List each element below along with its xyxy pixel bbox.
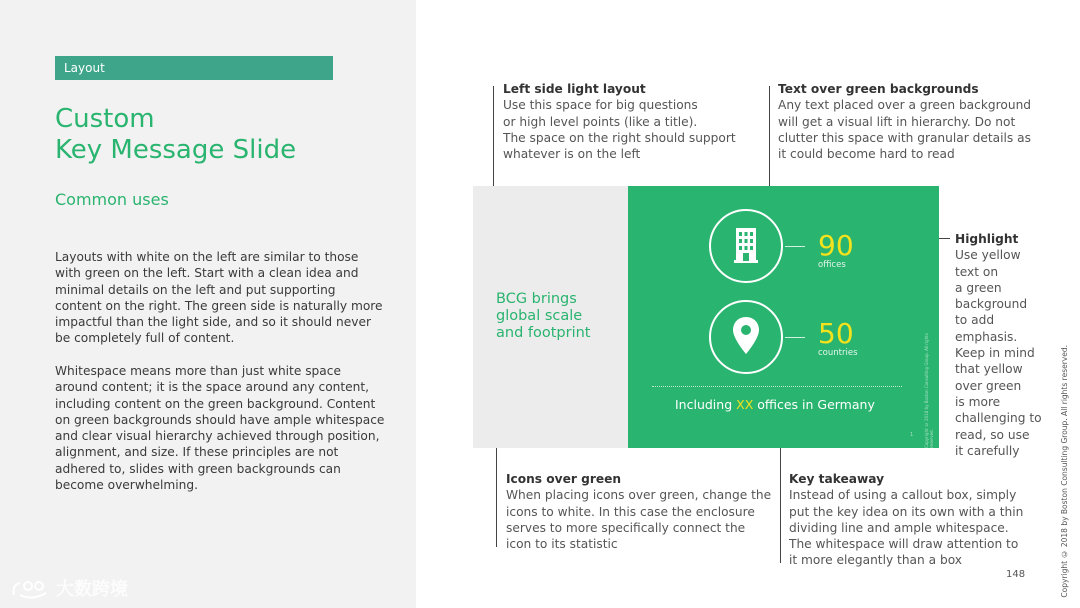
stat-2-label: countries [818, 348, 858, 358]
paragraph-1: Layouts with white on the left are similar to those with green on the left. Start with a clean idea and minimal details on the left and put supporting content on the right. The green side is naturally more impactful than the light side, and so it should never be completely full of content. [55, 250, 383, 346]
callout-icons-over-green-head: Icons over green [506, 472, 622, 486]
callout-left-light-head: Left side light layout [503, 82, 646, 96]
callout-text-over-green-head: Text over green backgrounds [778, 82, 979, 96]
stat-2-connector [785, 337, 805, 338]
divider-line [652, 386, 902, 387]
example-light-side [473, 186, 628, 448]
callout-text-over-green [778, 81, 1048, 162]
stat-1-connector [785, 246, 805, 247]
example-key-message: BCG brings global scale and footprint [496, 291, 591, 341]
watermark-text: 大数跨境 [56, 579, 128, 600]
example-page-number: 1 [910, 432, 914, 438]
callout-left-light-body: Use this space for big questions or high level points (like a title). The space on the right should support whatever is on the left [503, 98, 736, 162]
callout-icons-over-green [506, 471, 776, 552]
takeaway-before: Including [675, 397, 737, 412]
stat-1-circle [709, 209, 783, 283]
watermark [10, 575, 128, 601]
map-pin-icon [711, 302, 781, 372]
paragraph-2: Whitespace means more than just white space around content; it is the space around any content, including content on the green background. Content on green backgrounds should have ample whitespace and clear visual hierarchy achieved through position, alignment, and size. If these principles are not adhered to, slides with green backgrounds can become overwhelming. [55, 364, 385, 493]
callout-text-over-green-body: Any text placed over a green background will get a visual lift in hierarchy. Do not clutter this space with granular details as it could become hard to read [778, 98, 1032, 162]
title-line-2: Key Message Slide [55, 135, 297, 165]
left-panel [0, 0, 416, 608]
page-number: 148 [1006, 569, 1026, 580]
stat-1-label: offices [818, 260, 846, 270]
copyright: Copyright © 2018 by Boston Consulting Group. All rights reserved. [1060, 345, 1069, 598]
callout-highlight-head: Highlight [955, 232, 1019, 246]
callout-highlight-body: Use yellow text on a green background to add emphasis. Keep in mind that yellow over green is more challenging to read, so use it carefully [955, 248, 1042, 458]
title-line-1: Custom [55, 104, 155, 134]
watermark-logo-icon [10, 577, 52, 599]
example-slide [473, 186, 939, 448]
example-copyright: Copyright © 2018 by Boston Consulting Group. All rights reserved. [924, 333, 934, 448]
example-green-side [628, 186, 939, 448]
stat-2-circle [709, 300, 783, 374]
callout-highlight [955, 231, 1055, 459]
callout-left-light [503, 81, 753, 162]
callout-icons-over-green-body: When placing icons over green, change the icons to white. In this case the enclosure serves to more specifically connect the icon to its statistic [506, 488, 772, 552]
takeaway-after: offices in Germany [753, 397, 875, 412]
building-icon [711, 211, 781, 281]
callout-key-takeaway [789, 471, 1039, 569]
stat-2-number: 50 [818, 317, 854, 350]
callout-key-takeaway-body: Instead of using a callout box, simply put the key idea on its own with a thin dividing line and ample whitespace. The whitespace will draw attention to it more elegantly than a box [789, 488, 1024, 568]
layout-tag: Layout [55, 56, 333, 80]
takeaway-highlight: XX [736, 397, 754, 412]
callout-key-takeaway-head: Key takeaway [789, 472, 885, 486]
key-takeaway-text [675, 397, 875, 412]
page-title [55, 104, 395, 166]
stat-1-number: 90 [818, 229, 854, 262]
subtitle: Common uses [55, 190, 169, 209]
